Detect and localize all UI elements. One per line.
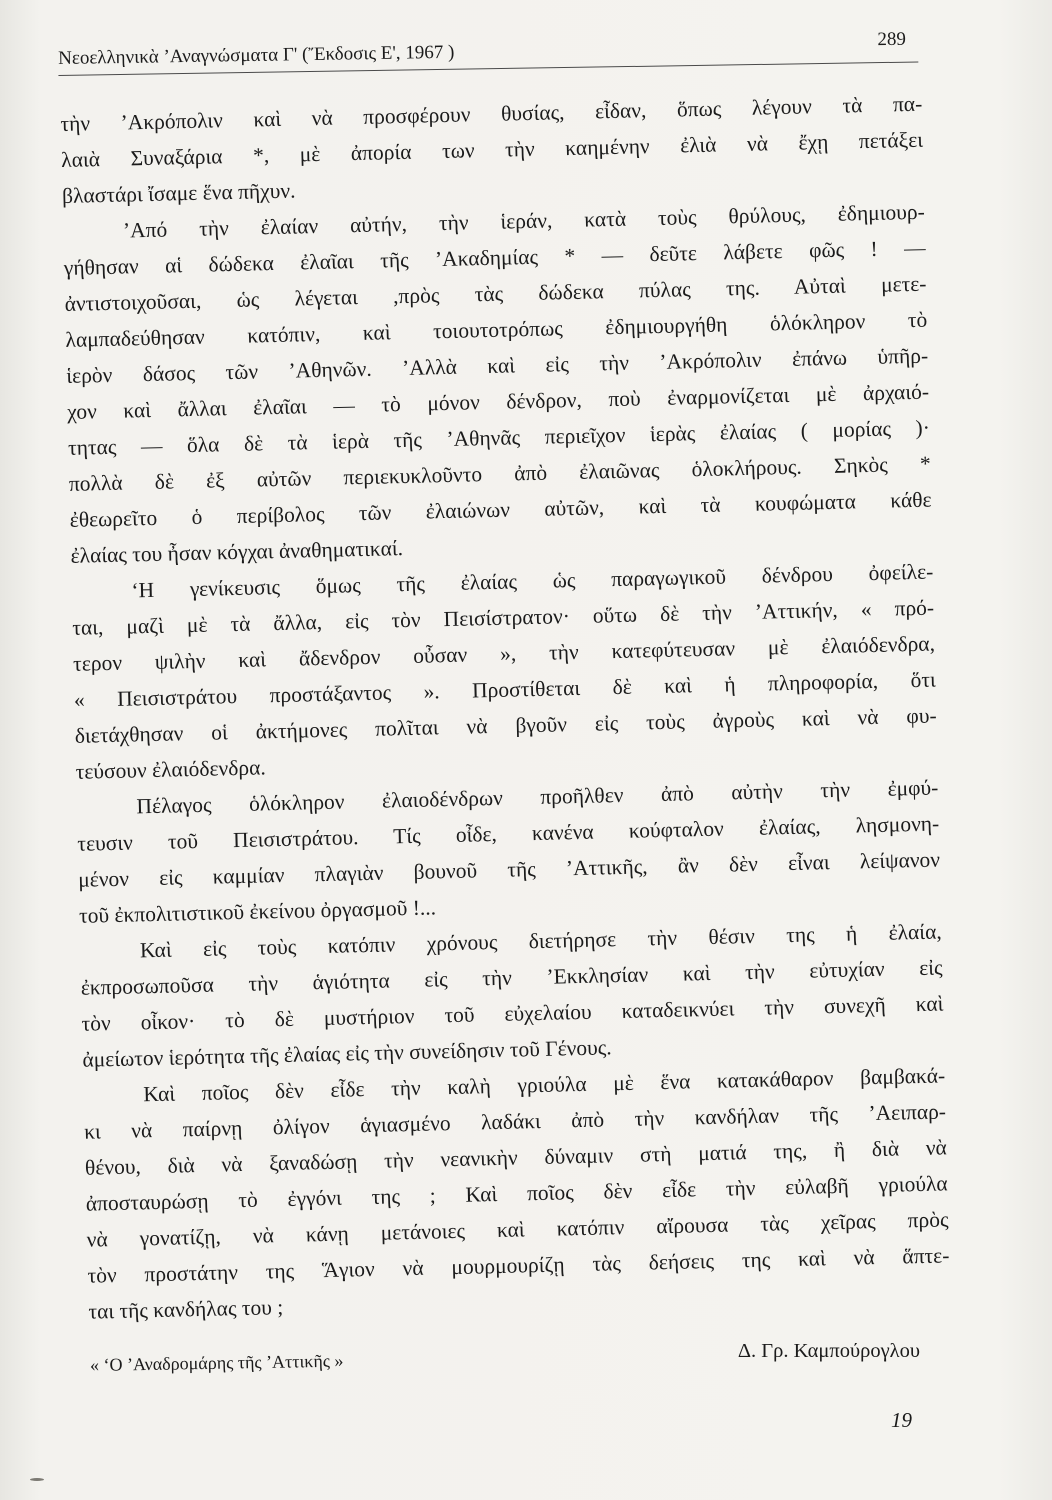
- source-title: « ‘Ο ’Αναδρομάρης τῆς ’Αττικῆς »: [89, 1350, 344, 1375]
- text-line: τευσιν τοῦ Πεισιστράτου. Τίς οἶδε, κανένα κούφταλον ἐλαίας, λησμονη-: [77, 811, 940, 856]
- header-title: Νεοελληνικὰ ’Αναγνώσματα Γ' (Ἔκδοσις Ε', 1967 ): [58, 41, 455, 69]
- text-line: διετάχθησαν οἱ ἀκτήμονες πολῖται νὰ βγοῦν εἰς τοὺς ἀγροὺς καὶ νὰ φυ-: [74, 703, 937, 748]
- text-line: τὴν ’Ακρόπολιν καὶ νὰ προσφέρουν θυσίας, εἶδαν, ὅπως λέγουν τὰ πα-: [60, 91, 923, 136]
- text-line: λαιὰ Συναξάρια *, μὲ ἀπορία των τὴν καημένην ἐλιὰ νὰ ἔχῃ πετάξει: [60, 127, 924, 172]
- body-text: [60, 86, 951, 1330]
- text-line: τὸν προστάτην της Ἅγιον νὰ μουρμουρίζῃ τὰς δεήσεις της καὶ νὰ ἅπτε-: [87, 1243, 950, 1288]
- text-line: Πέλαγος ὁλόκληρον ἐλαιοδένδρων προῆλθεν ἀπὸ αὐτὴν τὴν ἐμφύ-: [136, 775, 939, 819]
- text-line: ται τῆς κανδήλας του ;: [88, 1295, 284, 1324]
- text-line: ται, μαζὶ μὲ τὰ ἄλλα, εἰς τὸν Πεισίστρατον· οὕτω δὲ τὴν ’Αττικήν, « πρό-: [72, 595, 935, 640]
- text-line: τητας — ὅλα δὲ τὰ ἱερὰ τῆς ’Αθηνᾶς περιεῖχον ἱερὰς ἐλαίας ( μορίας )·: [67, 415, 931, 460]
- text-line: « Πεισιστράτου προστάξαντος ». Προστίθεται δὲ καὶ ἡ πληροφορία, ὅτι: [73, 667, 937, 712]
- text-line: ἀποσταυρώσῃ τὸ ἐγγόνι της ; Καὶ ποῖος δὲν εἶδε τὴν εὐλαβῆ γριούλα: [85, 1171, 948, 1216]
- text-line: ’Από τὴν ἐλαίαν αὐτήν, τὴν ἱεράν, κατὰ τοὺς θρύλους, ἐδημιουρ-: [122, 199, 926, 243]
- text-line: τὸν οἶκον· τὸ δὲ μυστήριον τοῦ εὐχελαίου καταδεικνύει τὴν συνεχῆ καὶ: [81, 991, 944, 1036]
- text-line: πολλὰ δὲ ἐξ αὐτῶν περιεκυκλοῦντο ἀπὸ ἐλαιῶνας ὁλοκλήρους. Σηκὸς *: [68, 451, 931, 496]
- author-name: Δ. Γρ. Καμπούρογλου: [737, 1340, 920, 1362]
- text-line: χον καὶ ἄλλαι ἐλαῖαι — τὸ μόνον δένδρον, ποὺ ἐναρμονίζεται μὲ ἀρχαιό-: [66, 379, 930, 424]
- text-line: ἐλαίας του ἦσαν κόγχαι ἀναθηματικαί.: [70, 536, 404, 568]
- header-page-number: 289: [877, 28, 907, 51]
- text-line: τοῦ ἐκπολιτιστικοῦ ἐκείνου ὀργασμοῦ !...: [78, 895, 437, 928]
- text-line: λαμπαδεύθησαν κατόπιν, καὶ τοιουτοτρόπως ἐδημιουργήθη ὁλόκληρον τὸ: [65, 307, 928, 352]
- text-line: Καὶ εἰς τοὺς κατόπιν χρόνους διετήρησε τὴν θέσιν της ἡ ἐλαία,: [139, 919, 942, 963]
- text-line: γήθησαν αἱ δώδεκα ἐλαῖαι τῆς ’Ακαδημίας * — δεῦτε λάβετε φῶς ! —: [63, 235, 926, 280]
- text-line: τεύσουν ἐλαιόδενδρα.: [75, 755, 266, 784]
- text-line: Καὶ ποῖος δὲν εἶδε τὴν καλὴ γριούλα μὲ ἕνα κατακάθαρον βαμβακά-: [143, 1063, 946, 1107]
- scan-speck: [30, 1478, 44, 1481]
- text-line: ‘Η γενίκευσις ὅμως τῆς ἐλαίας ὡς παραγωγικοῦ δένδρου ὀφείλε-: [131, 559, 934, 603]
- running-header: [58, 28, 928, 69]
- folio-number: 19: [891, 1408, 912, 1432]
- text-line: ἀμείωτον ἱερότητα τῆς ἐλαίας εἰς τὴν συνείδησιν τοῦ Γένους.: [82, 1035, 612, 1072]
- text-line: ἱερὸν δάσος τῶν ’Αθηνῶν. ’Αλλὰ καὶ εἰς τὴν ’Ακρόπολιν ἐπάνω ὑπῆρ-: [66, 343, 929, 388]
- text-line: θένου, διὰ νὰ ξαναδώσῃ τὴν νεανικὴν δύναμιν στὴ ματιά της, ἢ διὰ νὰ: [84, 1135, 948, 1180]
- text-line: ἐθεωρεῖτο ὁ περίβολος τῶν ἐλαιώνων αὐτῶν, καὶ τὰ κουφώματα κάθε: [69, 487, 932, 532]
- text-line: μένον εἰς καμμίαν πλαγιὰν βουνοῦ τῆς ’Αττικῆς, ἂν δὲν εἶναι λείψανον: [77, 847, 941, 892]
- text-line: ἐκπροσωποῦσα τὴν ἁγιότητα εἰς τὴν ’Εκκλησίαν καὶ τὴν εὐτυχίαν εἰς: [80, 955, 943, 1000]
- text-line: νὰ γονατίζῃ, νὰ κάνῃ μετάνοιες καὶ κατόπιν αἴρουσα τὰς χεῖρας πρὸς: [86, 1207, 949, 1252]
- text-line: τερον ψιλὴν καὶ ἄδενδρον οὖσαν », τὴν κατεφύτευσαν μὲ ἐλαιόδενδρα,: [72, 631, 936, 676]
- text-line: ἀντιστοιχοῦσαι, ὡς λέγεται ,πρὸς τὰς δώδεκα πύλας της. Αὐταὶ μετε-: [64, 271, 927, 316]
- text-line: κι νὰ παίρνῃ ὀλίγον ἁγιασμένο λαδάκι ἀπὸ τὴν κανδήλαν τῆς ’Αειπαρ-: [83, 1099, 947, 1144]
- text-line: βλαστάρι ἴσαμε ἕνα πῆχυν.: [61, 178, 296, 208]
